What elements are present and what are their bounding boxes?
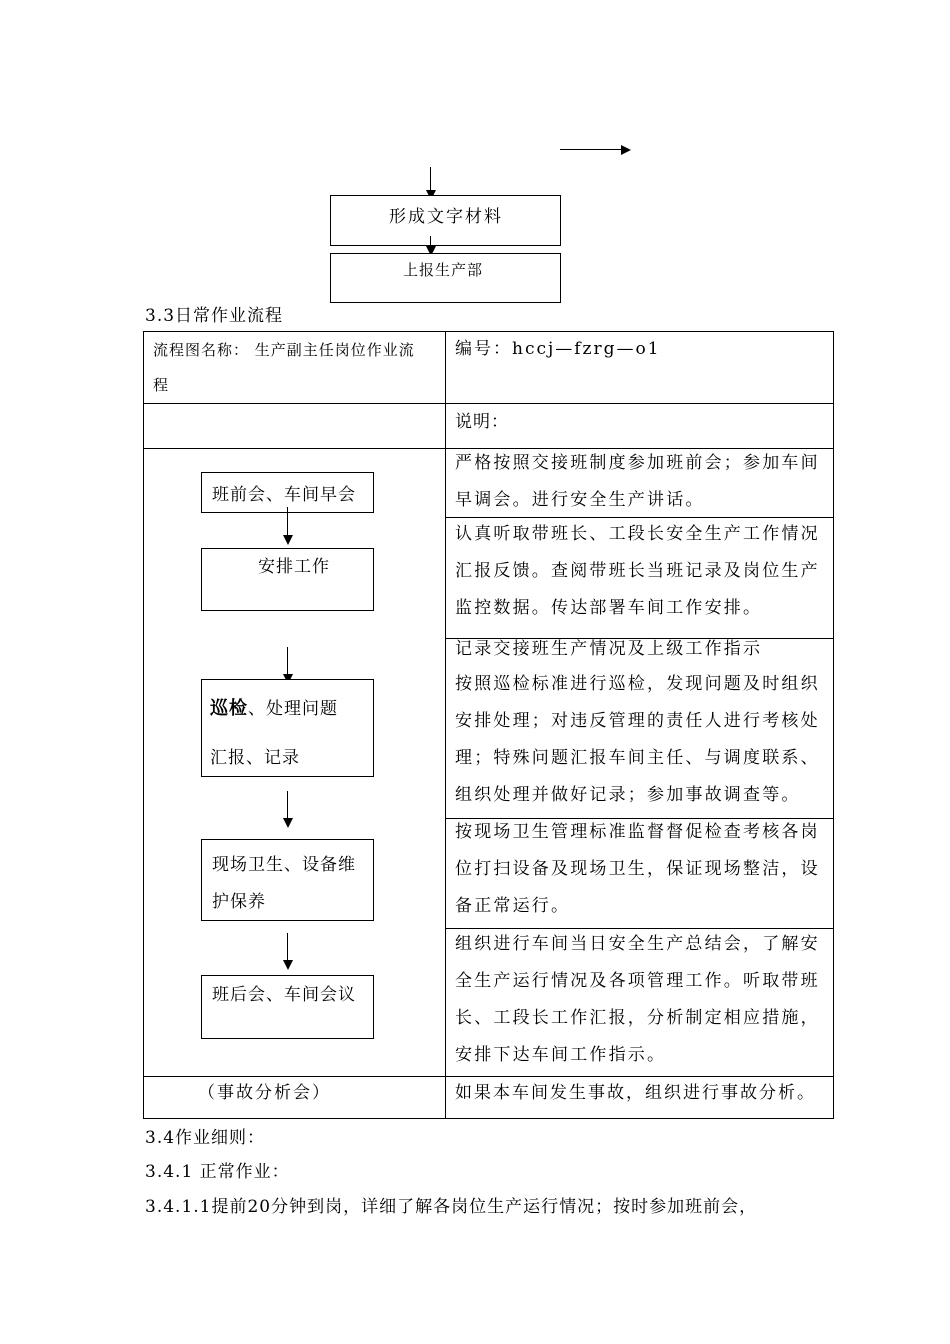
description-line: 按照巡检标准进行巡检，发现问题及时组织 [455,674,820,694]
connector-line [430,167,431,192]
arrow-right-icon [621,145,631,155]
connector-line [287,507,288,535]
flowchart-name-value-cont: 程 [153,376,170,394]
connector-line [287,933,288,961]
flow-step-label: 班后会、车间会议 [212,985,356,1005]
table-row-line [143,1076,833,1077]
flow-box-report [330,253,561,303]
arrow-down-icon [283,818,293,828]
body-paragraph: 3.4.1.1提前20分钟到岗，详细了解各岗位生产运行情况；按时参加班前会， [145,1197,758,1217]
flow-step-label: 护保养 [212,892,266,912]
description-line: 认真听取带班长、工段长安全生产工作情况 [455,524,820,544]
flowchart-code: 编号：hccj—fzrg—o1 [455,339,661,359]
description-line: 全生产运行情况及各项管理工作。听取带班 [455,971,820,991]
flow-step-label: 现场卫生、设备维 [212,855,356,875]
description-line: 组织进行车间当日安全生产总结会，了解安 [455,934,820,954]
description-cell [455,516,820,627]
description-line: 按现场卫生管理标准监督督促检查考核各岗 [455,822,820,842]
table-column-divider [445,331,446,1119]
flow-step-label: 安排工作 [258,557,330,577]
description-line: 安排下达车间工作指示。 [455,1045,667,1065]
description-line: 安排处理；对违反管理的责任人进行考核处 [455,711,820,731]
description-cell [455,926,820,1074]
description-cell [455,814,820,925]
table-row-line [143,403,833,404]
description-line: 组织处理并做好记录；参加事故调查等。 [455,785,801,805]
flowchart-name-label: 流程图名称： [153,341,250,359]
section-heading: 3.4作业细则： [145,1128,266,1148]
flow-step-box [201,548,374,611]
description-cell [455,632,820,814]
description-line: 早调会。进行安全生产讲话。 [455,490,705,510]
connector-line [287,791,288,819]
process-table [143,331,834,1119]
note-label: 说明： [455,412,509,432]
description-line: 记录交接班生产情况及上级工作指示 [455,639,763,659]
arrow-down-icon [283,535,293,545]
section-heading: 3.4.1 正常作业： [145,1162,290,1182]
accident-meeting-label: （事故分析会） [198,1083,331,1103]
flow-step-label [210,694,338,720]
description-line: 监控数据。传达部署车间工作安排。 [455,598,763,618]
flow-step-label-rest: 、处理问题 [248,699,338,719]
flow-step-box [201,679,374,777]
flow-step-label: 班前会、车间早会 [212,485,356,505]
description-line: 位打扫设备及现场卫生，保证现场整洁，设 [455,859,820,879]
connector-line [287,647,288,675]
connector-line [560,149,622,150]
flow-step-label-bold: 巡检 [210,698,248,719]
description-line: 备正常运行。 [455,896,571,916]
flow-step-box [201,975,374,1039]
flowchart-name [153,333,415,403]
arrow-down-icon [283,960,293,970]
description-line: 严格按照交接班制度参加班前会；参加车间 [455,453,820,473]
flow-box-label: 上报生产部 [403,261,484,279]
accident-description: 如果本车间发生事故，组织进行事故分析。 [455,1083,816,1103]
section-heading: 3.3日常作业流程 [145,306,284,326]
flow-box-written-materials [330,195,561,246]
description-line: 理；特殊问题汇报车间主任、与调度联系、 [455,748,820,768]
flow-box-label: 形成文字材料 [389,207,503,227]
flowchart-name-value: 生产副主任岗位作业流 [254,341,415,359]
description-line: 长、工段长工作汇报，分析制定相应措施， [455,1008,820,1028]
description-line: 汇报反馈。查阅带班长当班记录及岗位生产 [455,561,820,581]
flow-step-box [201,839,374,921]
flow-step-label: 汇报、记录 [210,748,300,768]
description-cell [455,445,820,519]
